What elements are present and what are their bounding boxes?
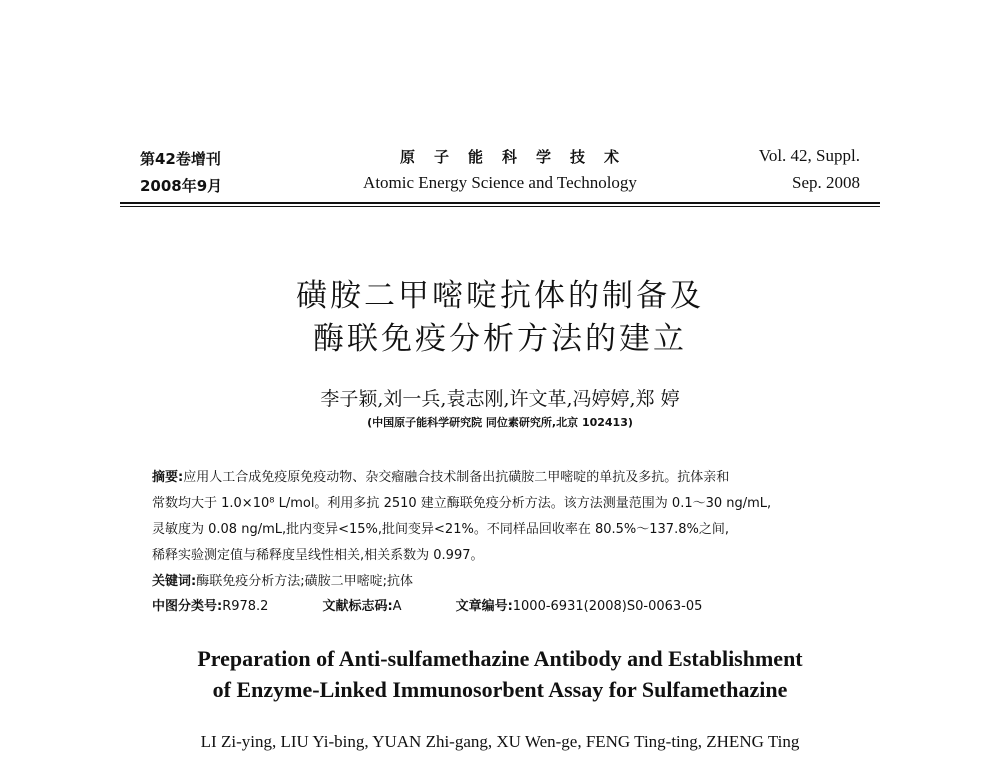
keywords-label: 关键词: [152, 574, 197, 589]
header-rule-thick [120, 202, 880, 204]
journal-name-cn: 原子能科学技术 [399, 148, 638, 166]
article-no-value: 1000-6931(2008)S0-0063-05 [512, 599, 703, 614]
clc-label: 中图分类号: [152, 599, 223, 614]
affiliation-cn: (中国原子能科学研究院 同位素研究所,北京 102413) [367, 416, 633, 429]
authors-en: LI Zi-ying, LIU Yi-bing, YUAN Zhi-gang, XU Wen-ge, FENG Ting-ting, ZHENG Ting [200, 732, 800, 751]
header-rule-thin [120, 206, 880, 207]
title-en-line1: Preparation of Anti-sulfamethazine Antibody and Establishment [197, 646, 803, 671]
doc-code-label: 文献标志码: [322, 599, 393, 614]
date-cn: 2008年9月 [140, 177, 223, 195]
abstract-label: 摘要: [152, 470, 184, 485]
abstract-line: 灵敏度为 0.08 ng/mL,批内变异<15%,批间变异<21%。不同样品回收率在 80.5%～137.8%之间, [152, 522, 729, 537]
keywords-value: 酶联免疫分析方法;磺胺二甲嘧啶;抗体 [196, 574, 413, 589]
doc-code-value: A [392, 599, 402, 614]
authors-cn: 李子颖,刘一兵,袁志刚,许文革,冯婷婷,郑 婷 [320, 388, 680, 410]
keywords [152, 570, 413, 589]
volume-en: Vol. 42, Suppl. [758, 146, 860, 165]
classification [152, 595, 702, 614]
volume-cn: 第42卷增刊 [140, 150, 221, 168]
abstract-line: 稀释实验测定值与稀释度呈线性相关,相关系数为 0.997。 [152, 548, 484, 563]
abstract-line: 常数均大于 1.0×10⁸ L/mol。利用多抗 2510 建立酶联免疫分析方法。该方法测量范围为 0.1～30 ng/mL, [152, 496, 772, 511]
title-cn-line2: 酶联免疫分析方法的建立 [313, 321, 687, 357]
journal-name-en: Atomic Energy Science and Technology [363, 173, 637, 192]
title-en-line2: of Enzyme-Linked Immunosorbent Assay for Sulfamethazine [212, 677, 788, 702]
article-no-label: 文章编号: [455, 599, 513, 614]
title-cn-line1: 磺胺二甲嘧啶抗体的制备及 [296, 278, 704, 314]
clc-value: R978.2 [222, 599, 269, 614]
abstract-line: 应用人工合成免疫原免疫动物、杂交瘤融合技术制备出抗磺胺二甲嘧啶的单抗及多抗。抗体亲和 [183, 470, 730, 485]
date-en: Sep. 2008 [792, 173, 860, 192]
